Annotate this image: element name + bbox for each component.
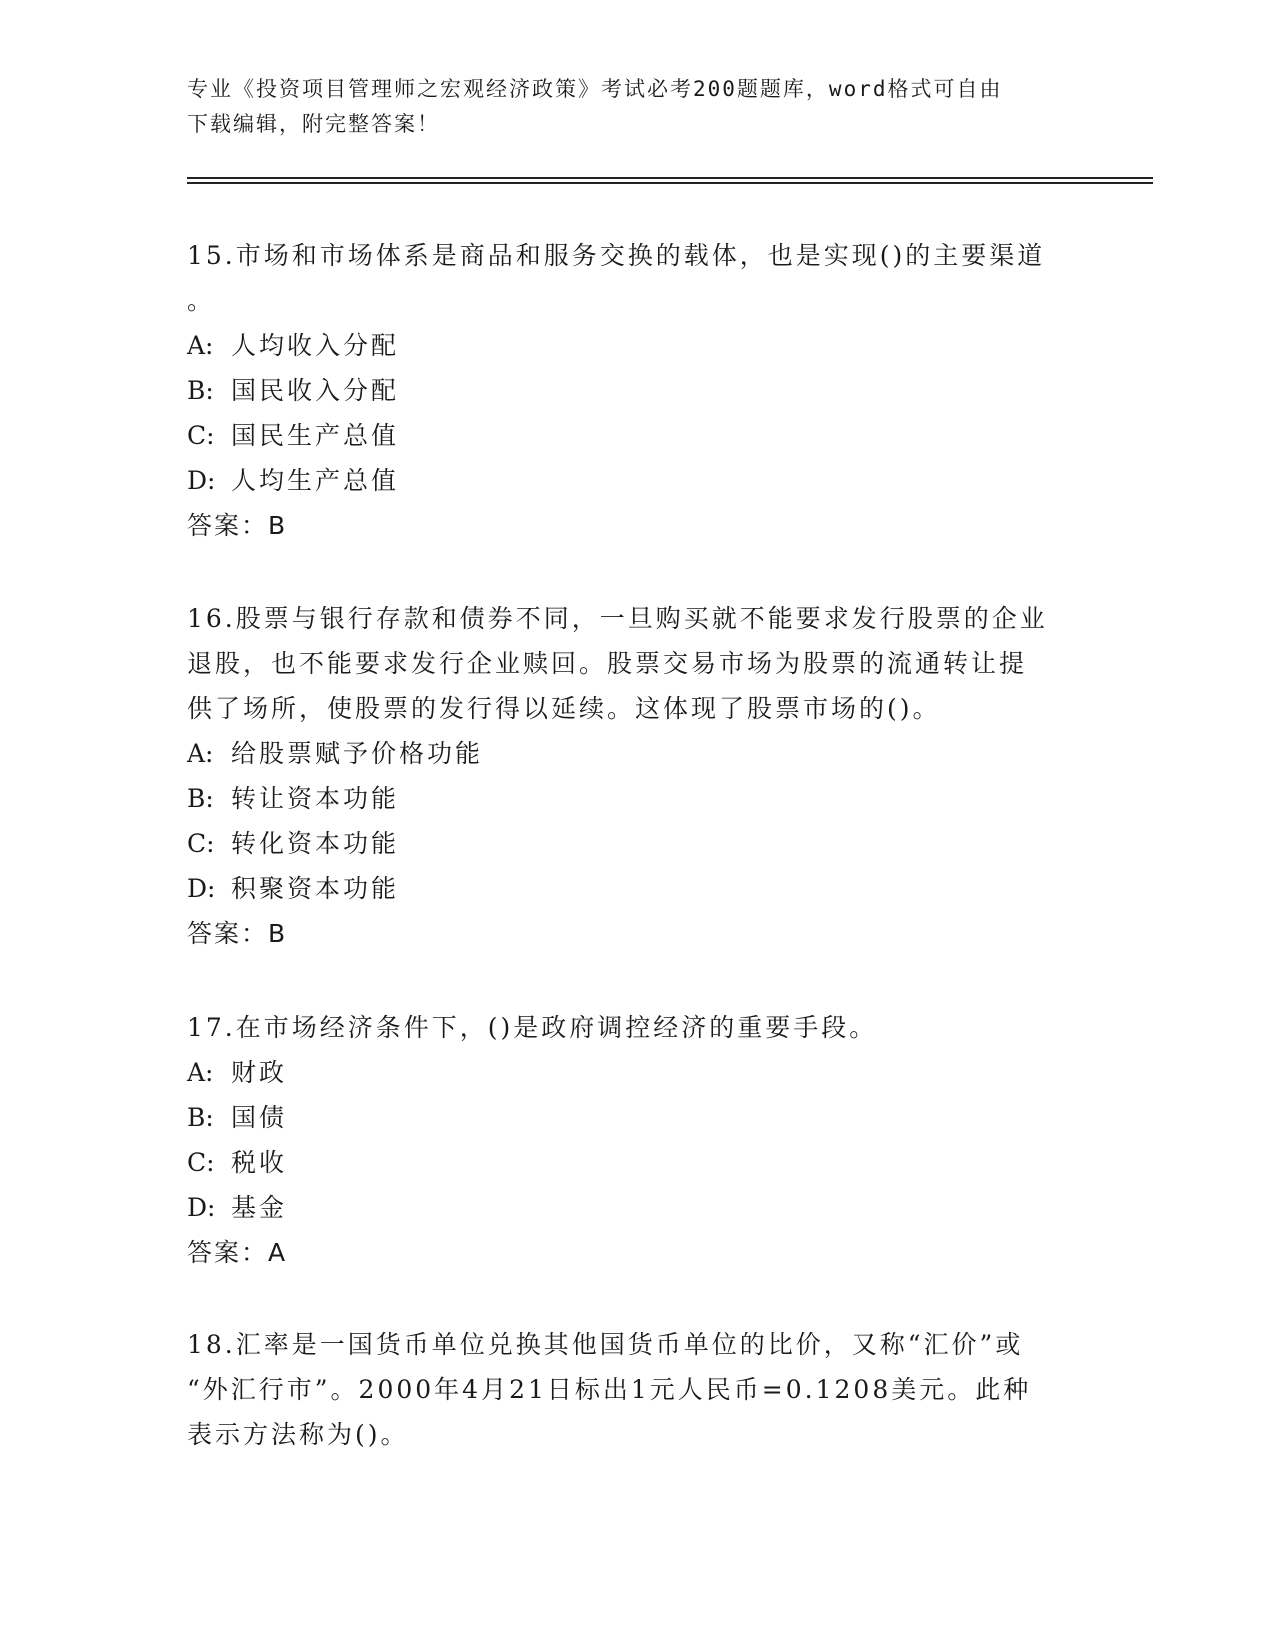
question-number: 17. xyxy=(187,1013,236,1042)
option-text: 积聚资本功能 xyxy=(231,874,400,903)
option-b xyxy=(187,1095,1067,1140)
option-c xyxy=(187,413,1067,458)
question-text-line: “外汇行市”。2000年4月21日标出1元人民币=0.1208美元。此种 xyxy=(187,1375,1032,1404)
question-15 xyxy=(187,233,1067,548)
question-text-line: 退股，也不能要求发行企业赎回。股票交易市场为股票的流通转让提 xyxy=(187,649,1028,678)
option-text: 税收 xyxy=(231,1148,288,1177)
header-line-1: 专业《投资项目管理师之宏观经济政策》考试必考200题题库，word格式可自由 xyxy=(187,77,1003,101)
option-key: B: xyxy=(187,784,214,813)
option-a xyxy=(187,1050,1067,1095)
option-text: 人均收入分配 xyxy=(231,331,400,360)
option-key: C: xyxy=(187,421,215,450)
option-text: 财政 xyxy=(231,1058,288,1087)
option-text: 国债 xyxy=(231,1103,288,1132)
question-text-line: 18.汇率是一国货币单位兑换其他国货币单位的比价，又称“汇价”或 xyxy=(187,1330,1024,1359)
answer-line: 答案：B xyxy=(187,919,288,948)
question-text-line: 表示方法称为()。 xyxy=(187,1420,409,1449)
question-number: 15. xyxy=(187,241,236,270)
question-text-line: 16.股票与银行存款和债券不同，一旦购买就不能要求发行股票的企业 xyxy=(187,604,1048,633)
option-d xyxy=(187,1185,1067,1230)
option-b xyxy=(187,368,1067,413)
question-text-line: 17.在市场经济条件下，()是政府调控经济的重要手段。 xyxy=(187,1013,878,1042)
question-18 xyxy=(187,1322,1067,1457)
option-key: B: xyxy=(187,1103,214,1132)
option-key: A: xyxy=(187,1058,214,1087)
question-number: 16. xyxy=(187,604,236,633)
option-key: A: xyxy=(187,331,214,360)
option-d xyxy=(187,458,1067,503)
option-b xyxy=(187,776,1067,821)
answer-line: 答案：A xyxy=(187,1238,288,1267)
option-key: C: xyxy=(187,829,215,858)
option-key: D: xyxy=(187,1193,216,1222)
question-number: 18. xyxy=(187,1330,236,1359)
header-divider-bottom xyxy=(187,182,1153,184)
option-c xyxy=(187,1140,1067,1185)
question-text-line: 供了场所，使股票的发行得以延续。这体现了股票市场的()。 xyxy=(187,694,941,723)
question-17 xyxy=(187,1005,1067,1275)
option-key: D: xyxy=(187,466,216,495)
header-line-2: 下载编辑，附完整答案！ xyxy=(187,112,440,136)
option-key: B: xyxy=(187,376,214,405)
question-text-line: 。 xyxy=(187,286,216,315)
option-text: 国民收入分配 xyxy=(231,376,400,405)
question-16 xyxy=(187,596,1067,956)
option-text: 人均生产总值 xyxy=(231,466,400,495)
option-text: 转让资本功能 xyxy=(231,784,400,813)
option-d xyxy=(187,866,1067,911)
option-text: 基金 xyxy=(231,1193,288,1222)
option-a xyxy=(187,731,1067,776)
option-a xyxy=(187,323,1067,368)
option-key: D: xyxy=(187,874,216,903)
option-text: 国民生产总值 xyxy=(231,421,400,450)
document-header xyxy=(187,72,1067,142)
answer-line: 答案：B xyxy=(187,511,288,540)
option-c xyxy=(187,821,1067,866)
option-text: 给股票赋予价格功能 xyxy=(231,739,484,768)
option-key: C: xyxy=(187,1148,215,1177)
option-text: 转化资本功能 xyxy=(231,829,400,858)
question-text-line: 15.市场和市场体系是商品和服务交换的载体，也是实现()的主要渠道 xyxy=(187,241,1046,270)
option-key: A: xyxy=(187,739,214,768)
header-divider-top xyxy=(187,177,1153,179)
